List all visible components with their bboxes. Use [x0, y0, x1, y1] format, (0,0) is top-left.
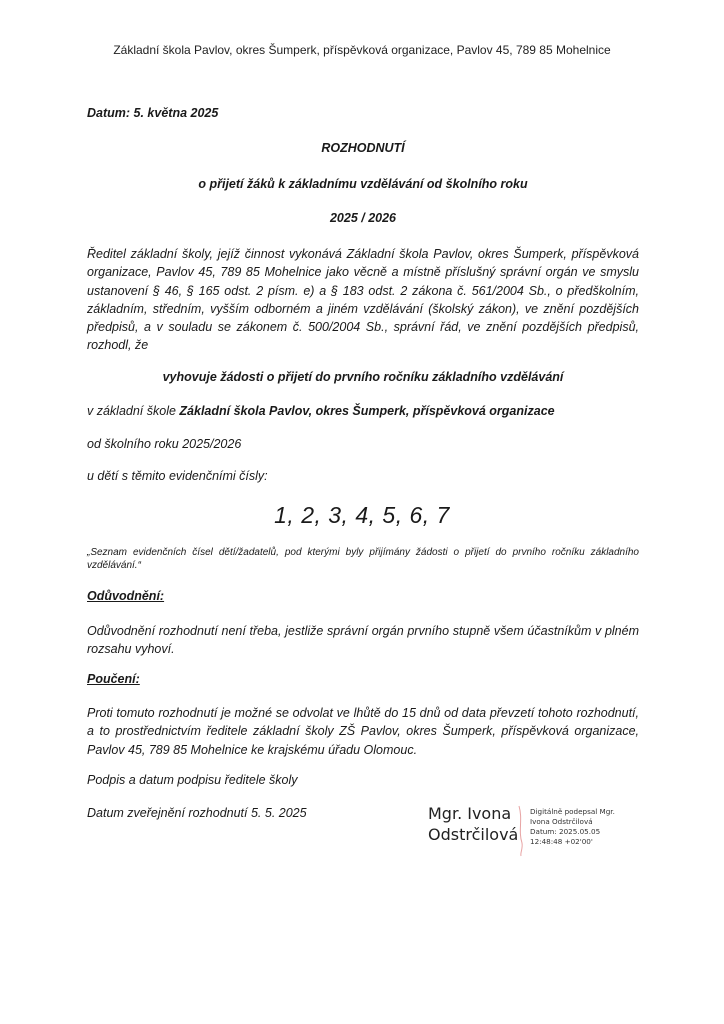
- instruction-heading: Poučení:: [87, 672, 140, 686]
- school-line: [87, 404, 639, 418]
- school-prefix: v základní škole: [87, 404, 180, 418]
- registration-numbers: 1, 2, 3, 4, 5, 6, 7: [274, 502, 450, 528]
- from-year-line: od školního roku 2025/2026: [87, 437, 242, 451]
- stamp-line-3: Datum: 2025.05.05: [530, 827, 601, 836]
- signer-name: [428, 803, 528, 845]
- signature-stamp: [530, 807, 640, 847]
- publication-date: Datum zveřejnění rozhodnutí 5. 5. 2025: [87, 806, 307, 820]
- intro-paragraph: Ředitel základní školy, jejíž činnost vykonává Základní škola Pavlov, okres Šumperk, příspěvková organizace, Pavlov 45, 789 85 Mohelnice jako věcně a místně příslušný správní orgán ve smyslu ustanovení § 46, § 165 odst. 2 písm. e) a § 183 odst. 2 zákona č. 561/2004 Sb., o předškolním, základním, středním, vyšším odborném a jiném vzdělávání (školský zákon), ve znění pozdějších předpisů, a v souladu se zákonem č. 500/2004 Sb., správní řád, ve znění pozdějších předpisů, rozhodl, že: [87, 247, 639, 353]
- signature-caption: Podpis a datum podpisu ředitele školy: [87, 773, 298, 787]
- decision-statement: vyhovuje žádosti o přijetí do prvního ročníku základního vzdělávání: [162, 370, 564, 384]
- document-title: ROZHODNUTÍ: [321, 141, 405, 155]
- justification-heading: Odůvodnění:: [87, 589, 165, 603]
- signature-mark-icon: [517, 805, 525, 857]
- instruction-text: Proti tomuto rozhodnutí je možné se odvolat ve lhůtě do 15 dnů od data převzetí tohoto rozhodnutí, a to prostřednictvím ředitele základní školy ZŠ Pavlov, okres Šumperk, příspěvková organizace, Pavlov 45, 789 85 Mohelnice ke krajskému úřadu Olomouc.: [87, 706, 639, 757]
- school-year: 2025 / 2026: [329, 211, 397, 225]
- justification-text: Odůvodnění rozhodnutí není třeba, jestliže správní orgán prvního stupně všem účastníkům v plném rozsahu vyhoví.: [87, 624, 639, 657]
- stamp-line-1: Digitálně podepsal Mgr.: [530, 807, 615, 816]
- stamp-line-4: 12:48:48 +02'00': [530, 837, 593, 846]
- document-date: Datum: 5. května 2025: [87, 106, 219, 120]
- digital-signature: [428, 803, 638, 863]
- school-name: Základní škola Pavlov, okres Šumperk, příspěvková organizace: [179, 404, 555, 418]
- children-line: u dětí s těmito evidenčními čísly:: [87, 469, 268, 483]
- numbers-note: „Seznam evidenčních čísel dětí/žadatelů, pod kterými byly přijímány žádosti o přijetí do prvního ročníku základního vzdělávání.“: [87, 547, 639, 571]
- signer-name-line1: Mgr. Ivona: [428, 804, 512, 823]
- signer-name-line2: Odstrčilová: [428, 825, 519, 844]
- document-subtitle: o přijetí žáků k základnímu vzdělávání od školního roku: [198, 177, 528, 191]
- stamp-line-2: Ivona Odstrčilová: [530, 817, 593, 826]
- school-header: Základní škola Pavlov, okres Šumperk, příspěvková organizace, Pavlov 45, 789 85 Mohelnice: [113, 43, 611, 57]
